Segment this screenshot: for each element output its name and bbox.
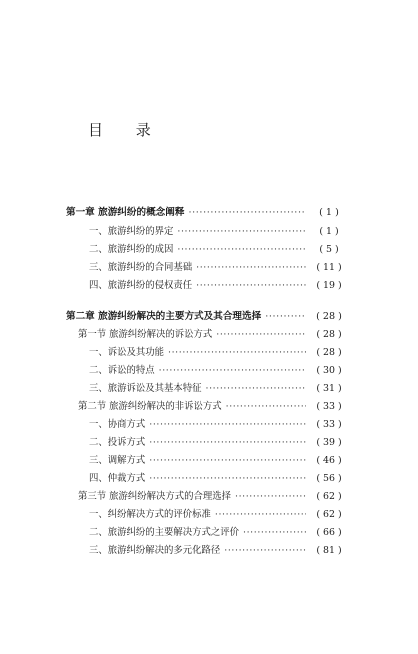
- dot-leader: [149, 436, 306, 450]
- toc-subsection-entry: [0, 225, 418, 239]
- dot-leader: [149, 472, 306, 486]
- toc-subsection-entry: [0, 436, 418, 450]
- toc-subsection-entry: [0, 382, 418, 396]
- dot-leader: [216, 328, 306, 342]
- dot-leader: [226, 400, 306, 414]
- dot-leader: [177, 243, 306, 257]
- toc-page-number: ( 31 ): [316, 383, 342, 394]
- dot-leader: [168, 346, 306, 360]
- toc-entry-label: 一、纠纷解决方式的评价标准: [89, 509, 211, 520]
- dot-leader: [177, 225, 306, 239]
- toc-section-entry: [0, 490, 418, 504]
- toc-subsection-entry: [0, 346, 418, 360]
- page-title: 目 录: [88, 121, 165, 139]
- toc-entry-label: 第二章 旅游纠纷解决的主要方式及其合理选择: [66, 311, 262, 322]
- toc-entry-label: 二、旅游纠纷的主要解决方式之评价: [89, 527, 240, 538]
- toc-entry-label: 一、诉讼及其功能: [89, 347, 165, 358]
- toc-chapter-entry: [0, 206, 418, 220]
- toc-entry-label: 第二节 旅游纠纷解决的非诉讼方式: [78, 401, 222, 412]
- toc-page-number: ( 28 ): [316, 347, 342, 358]
- dot-leader: [196, 279, 306, 293]
- toc-section-entry: [0, 328, 418, 342]
- dot-leader: [265, 310, 306, 324]
- toc-entry-label: 四、旅游纠纷的侵权责任: [89, 280, 193, 291]
- toc-page-number: ( 30 ): [316, 365, 342, 376]
- toc-page-number: ( 39 ): [316, 437, 342, 448]
- toc-page-number: ( 5 ): [319, 244, 339, 255]
- toc-chapter-entry: [0, 310, 418, 324]
- toc-page-number: ( 11 ): [316, 262, 342, 273]
- toc-entry-label: 三、旅游纠纷的合同基础: [89, 262, 193, 273]
- toc-subsection-entry: [0, 243, 418, 257]
- toc-subsection-entry: [0, 472, 418, 486]
- toc-entry-label: 第三节 旅游纠纷解决方式的合理选择: [78, 491, 231, 502]
- dot-leader: [235, 490, 306, 504]
- dot-leader: [215, 508, 306, 522]
- toc-entry-label: 三、旅游诉讼及其基本特征: [89, 383, 202, 394]
- toc-page-number: ( 81 ): [316, 545, 342, 556]
- dot-leader: [188, 206, 306, 220]
- dot-leader: [159, 364, 306, 378]
- dot-leader: [196, 261, 306, 275]
- toc-page-number: ( 33 ): [316, 419, 342, 430]
- toc-page-number: ( 28 ): [316, 329, 342, 340]
- toc-subsection-entry: [0, 454, 418, 468]
- toc-page-number: ( 28 ): [316, 311, 342, 322]
- toc-page-number: ( 1 ): [319, 207, 339, 218]
- toc-entry-label: 二、旅游纠纷的成因: [89, 244, 174, 255]
- dot-leader: [149, 454, 306, 468]
- toc-entry-label: 三、旅游纠纷解决的多元化路径: [89, 545, 221, 556]
- dot-leader: [206, 382, 306, 396]
- toc-subsection-entry: [0, 508, 418, 522]
- dot-leader: [243, 526, 306, 540]
- toc-page-number: ( 33 ): [316, 401, 342, 412]
- toc-page-number: ( 62 ): [316, 509, 342, 520]
- toc-section-entry: [0, 400, 418, 414]
- toc-entry-label: 四、仲裁方式: [89, 473, 146, 484]
- toc-entry-label: 第一节 旅游纠纷解决的诉讼方式: [78, 329, 213, 340]
- toc-subsection-entry: [0, 279, 418, 293]
- toc-page-number: ( 1 ): [319, 226, 339, 237]
- toc-page-number: ( 46 ): [316, 455, 342, 466]
- toc-entry-label: 第一章 旅游纠纷的概念阐释: [66, 207, 185, 218]
- toc-entry-label: 二、投诉方式: [89, 437, 146, 448]
- toc-subsection-entry: [0, 364, 418, 378]
- toc-page-number: ( 62 ): [316, 491, 342, 502]
- toc-entry-label: 三、调解方式: [89, 455, 146, 466]
- toc-subsection-entry: [0, 544, 418, 558]
- toc-entry-label: 一、协商方式: [89, 419, 146, 430]
- toc-subsection-entry: [0, 261, 418, 275]
- toc-page-number: ( 56 ): [316, 473, 342, 484]
- toc-subsection-entry: [0, 418, 418, 432]
- toc-entry-label: 一、旅游纠纷的界定: [89, 226, 174, 237]
- dot-leader: [224, 544, 306, 558]
- toc-subsection-entry: [0, 526, 418, 540]
- toc-entry-label: 二、诉讼的特点: [89, 365, 155, 376]
- toc-page-number: ( 66 ): [316, 527, 342, 538]
- toc-page-number: ( 19 ): [316, 280, 342, 291]
- dot-leader: [149, 418, 306, 432]
